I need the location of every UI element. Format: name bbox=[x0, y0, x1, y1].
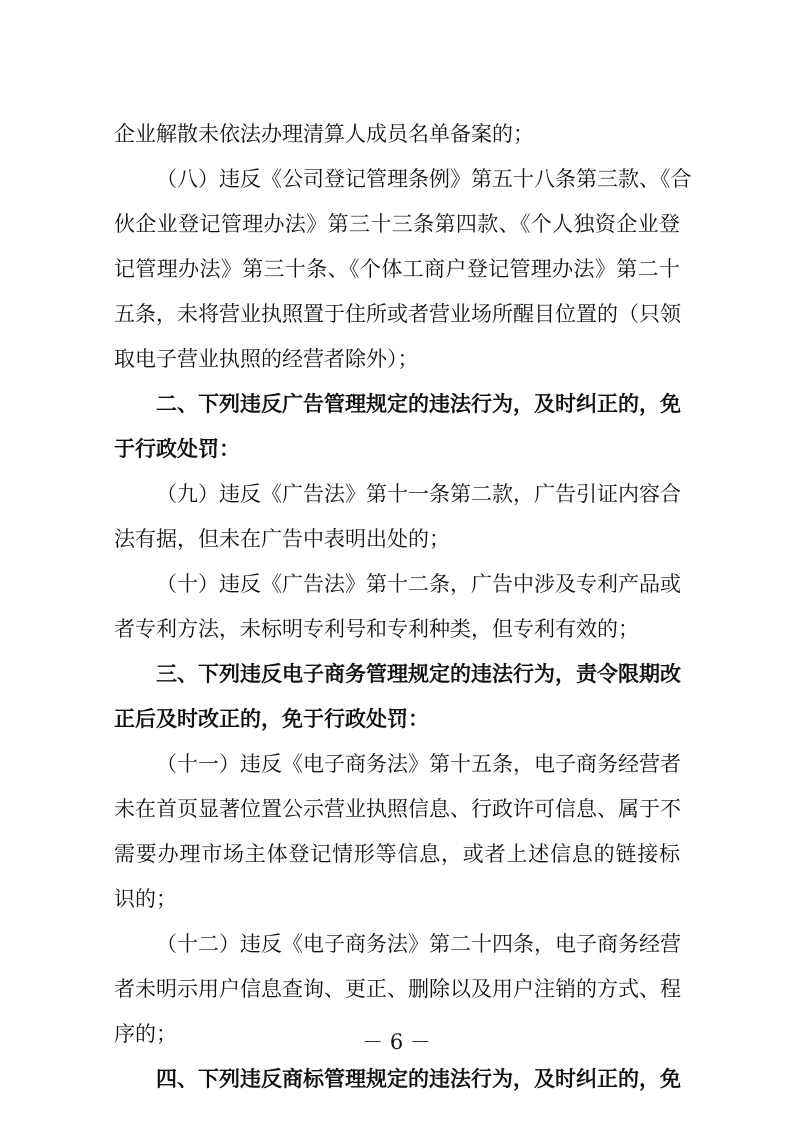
text-line: 五条，未将营业执照置于住所或者营业场所醒目位置的（只领 bbox=[114, 302, 681, 326]
text-line: 记管理办法》第三十条、《个体工商户登记管理办法》第二十 bbox=[114, 257, 680, 281]
text-line: （九）违反《广告法》第十一条第二款，广告引证内容合 bbox=[156, 482, 681, 506]
text-line: 法有据，但未在广告中表明出处的； bbox=[114, 527, 450, 551]
text-line: （十）违反《广告法》第十二条，广告中涉及专利产品或 bbox=[156, 572, 681, 596]
text-line: 未在首页显著位置公示营业执照信息、行政许可信息、属于不 bbox=[114, 797, 681, 821]
section-heading-line: 四、下列违反商标管理规定的违法行为，及时纠正的，免 bbox=[156, 1067, 681, 1091]
text-line: 者专利方法，未标明专利号和专利种类，但专利有效的； bbox=[114, 617, 639, 641]
text-line: （十二）违反《电子商务法》第二十四条，电子商务经营 bbox=[156, 932, 681, 956]
text-line: （八）违反《公司登记管理条例》第五十八条第三款、《合 bbox=[156, 167, 692, 191]
text-line: （十一）违反《电子商务法》第十五条，电子商务经营者 bbox=[156, 752, 681, 776]
section-heading-line: 于行政处罚： bbox=[114, 437, 240, 461]
text-line: 序的； bbox=[114, 1022, 177, 1046]
text-line: 者未明示用户信息查询、更正、删除以及用户注销的方式、程 bbox=[114, 977, 681, 1001]
text-line: 识的； bbox=[114, 887, 177, 911]
text-line: 伙企业登记管理办法》第三十三条第四款、《个人独资企业登 bbox=[114, 212, 680, 236]
text-line: 取电子营业执照的经营者除外）； bbox=[114, 347, 419, 371]
page-number: － 6 － bbox=[362, 1030, 431, 1054]
text-line: 企业解散未依法办理清算人成员名单备案的； bbox=[114, 122, 534, 146]
section-heading-line: 正后及时改正的，免于行政处罚： bbox=[114, 707, 429, 731]
section-heading-line: 三、下列违反电子商务管理规定的违法行为，责令限期改 bbox=[156, 662, 681, 686]
text-line: 需要办理市场主体登记情形等信息，或者上述信息的链接标 bbox=[114, 842, 680, 866]
section-heading-line: 二、下列违反广告管理规定的违法行为，及时纠正的，免 bbox=[156, 392, 681, 416]
